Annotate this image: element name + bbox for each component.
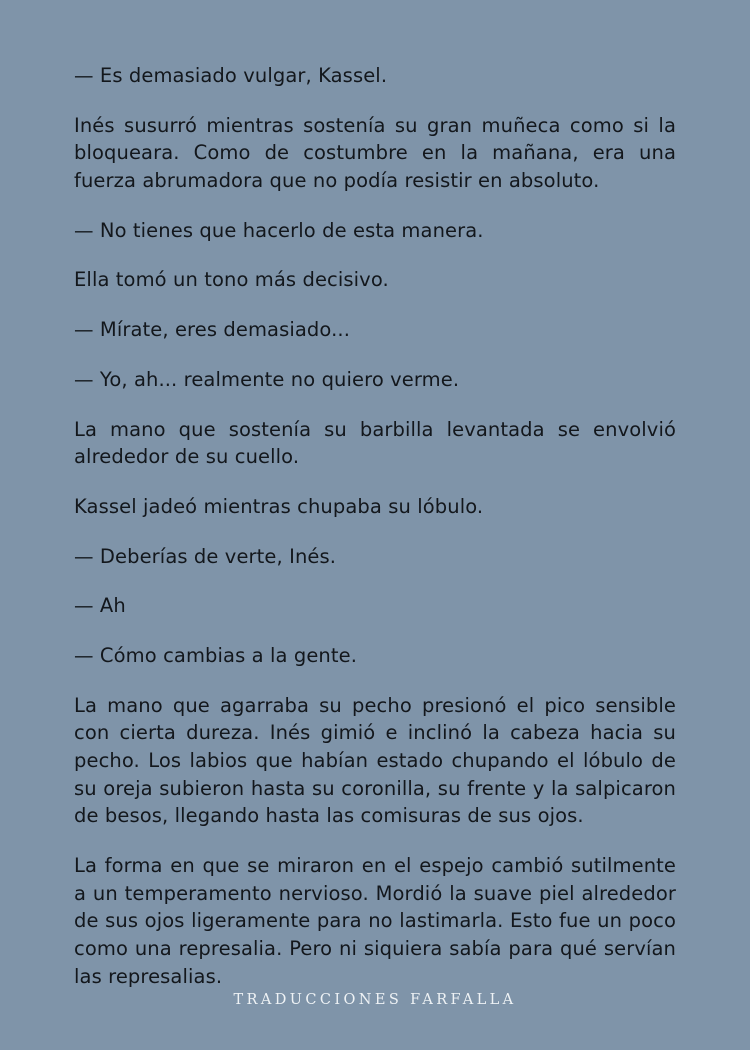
paragraph: — Es demasiado vulgar, Kassel. [74, 64, 388, 87]
paragraph: La mano que sostenía su barbilla levantada se envolvió alrededor de su cuello. [74, 417, 676, 469]
paragraph: — No tienes que hacerlo de esta manera. [74, 218, 484, 242]
paragraph: La mano que agarraba su pecho presionó el pico sensible con cierta dureza. Inés gimió e inclinó la cabeza hacia su pecho. Los labios que habían estado chupando el lóbulo de su oreja subieron hasta su coronilla, su frente y la salpicaron de besos, llegando hasta las comisuras de sus ojos. [74, 693, 676, 828]
footer-credit: TRADUCCIONES FARFALLA [233, 992, 517, 1008]
paragraph: Kassel jadeó mientras chupaba su lóbulo. [74, 494, 484, 518]
paragraph: La forma en que se miraron en el espejo cambió sutilmente a un temperamento nervioso. Mordió la suave piel alrededor de sus ojos ligeramente para no lastimarla. Esto fue un poco como una represalia. Pero ni siquiera sabía para qué servían las represalias. [74, 854, 676, 988]
paragraph: Ella tomó un tono más decisivo. [74, 268, 389, 292]
paragraph: — Mírate, eres demasiado... [74, 318, 350, 342]
paragraph: — Yo, ah... realmente no quiero verme. [74, 367, 460, 391]
paragraph: — Ah [74, 594, 126, 618]
paragraph: — Deberías de verte, Inés. [74, 544, 337, 568]
document-body [74, 62, 676, 991]
paragraph: Inés susurró mientras sostenía su gran muñeca como si la bloqueara. Como de costumbre en la mañana, era una fuerza abrumadora que no podía resistir en absoluto. [74, 113, 676, 193]
paragraph: — Cómo cambias a la gente. [74, 643, 358, 667]
